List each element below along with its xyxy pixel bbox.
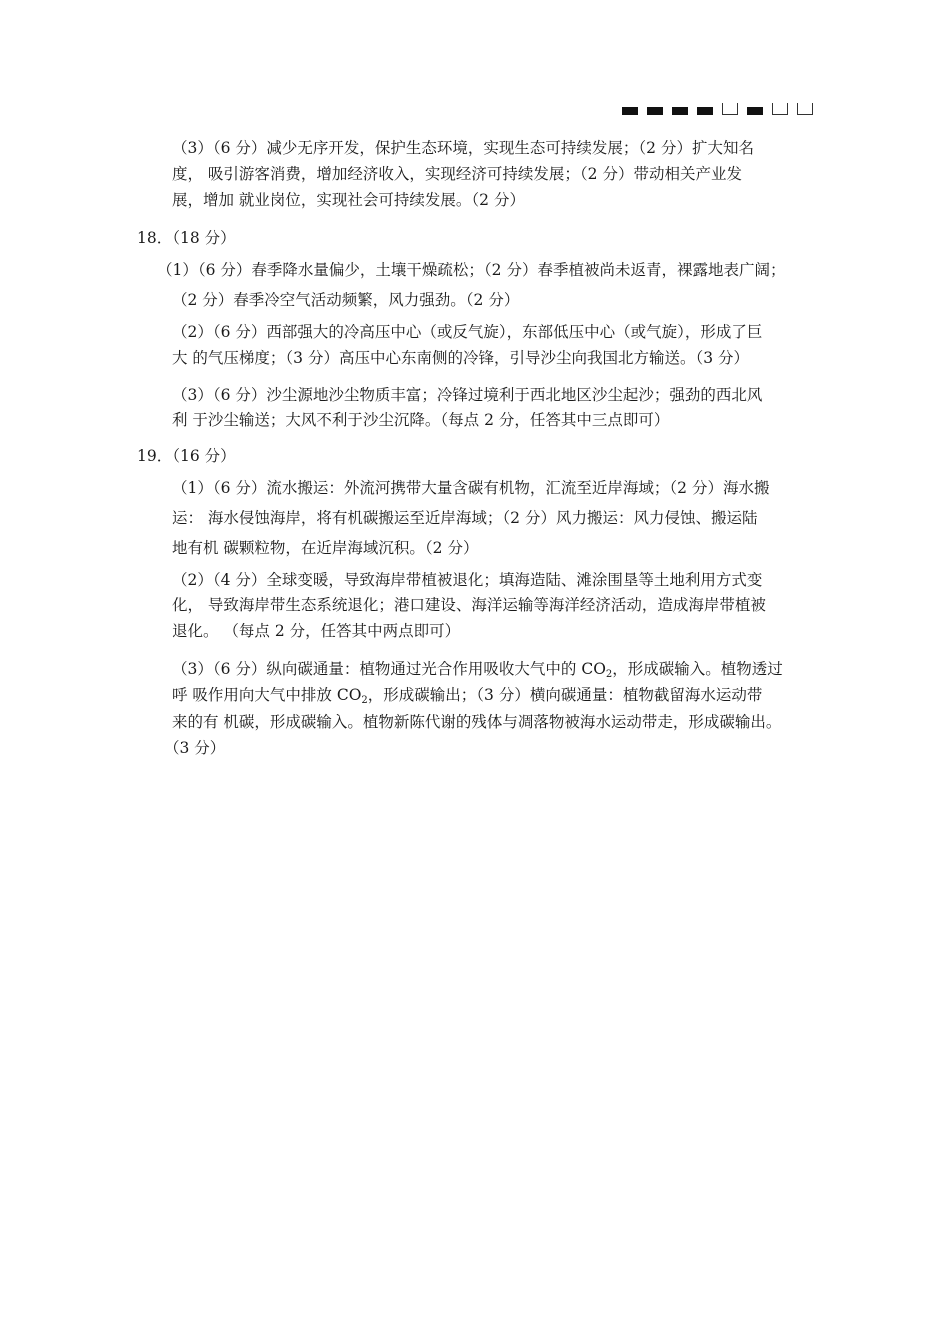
- q17-part3-line2: 度， 吸引游客消费，增加经济收入，实现经济可持续发展；（2 分）带动相关产业发: [172, 165, 742, 183]
- q18-part1-line1: （1）（6 分）春季降水量偏少，土壤干燥疏松；（2 分）春季植被尚未返青，裸露地表广阔；: [157, 261, 786, 279]
- q19-heading: 19．（16 分）: [137, 447, 236, 465]
- q19-part1-line3: 地有机 碳颗粒物，在近岸海域沉积。（2 分）: [172, 539, 479, 557]
- q19-part3-line3: 来的有 机碳，形成碳输入。植物新陈代谢的残体与凋落物被海水运动带走，形成碳输出。: [172, 713, 782, 731]
- q17-part3-line3: 展，增加 就业岗位，实现社会可持续发展。（2 分）: [172, 191, 525, 209]
- header-mark: [647, 107, 663, 115]
- q19-part1-line1: （1）（6 分）流水搬运：外流河携带大量含碳有机物，汇流至近岸海域；（2 分）海水搬: [172, 479, 770, 497]
- q18-part2-line1: （2）（6 分）西部强大的冷高压中心（或反气旋），东部低压中心（或气旋），形成了巨: [172, 323, 763, 341]
- header-mark: [797, 103, 813, 115]
- q19-part3-line2: [172, 688, 762, 704]
- q19-part3-line2-sub: 2: [361, 695, 368, 706]
- q18-part3-line2: 利 于沙尘输送；大风不利于沙尘沉降。（每点 2 分，任答其中三点即可）: [172, 411, 670, 429]
- q19-part2-line3: 退化。 （每点 2 分，任答其中两点即可）: [172, 622, 461, 640]
- q18-heading: 18．（18 分）: [137, 229, 236, 247]
- header-mark: [722, 103, 738, 115]
- q19-part3-line4: （3 分）: [164, 739, 226, 757]
- header-mark: [672, 107, 688, 115]
- header-marks: [622, 103, 813, 115]
- q18-part1-line2: （2 分）春季冷空气活动频繁，风力强劲。（2 分）: [172, 291, 520, 309]
- header-mark: [697, 107, 713, 115]
- q19-part2-line2: 化， 导致海岸带生态系统退化；港口建设、海洋运输等海洋经济活动，造成海岸带植被: [172, 596, 766, 614]
- q19-part3-line1-b: ，形成碳输入。植物透过: [612, 660, 783, 678]
- q19-part3-line1-a: （3）（6 分）纵向碳通量：植物通过光合作用吸收大气中的 CO: [172, 660, 606, 678]
- q19-part2-line1: （2）（4 分）全球变暖，导致海岸带植被退化；填海造陆、滩涂围垦等土地利用方式变: [172, 571, 763, 589]
- header-mark: [772, 103, 788, 115]
- q19-part3-line2-b: ，形成碳输出；（3 分）横向碳通量：植物截留海水运动带: [367, 686, 763, 704]
- q17-part3-line1: （3）（6 分）减少无序开发，保护生态环境，实现生态可持续发展；（2 分）扩大知名: [172, 139, 754, 157]
- q19-part3-line1: [172, 662, 783, 678]
- q19-part3-line2-a: 呼 吸作用向大气中排放 CO: [172, 686, 362, 704]
- q18-part3-line1: （3）（6 分）沙尘源地沙尘物质丰富；冷锋过境利于西北地区沙尘起沙；强劲的西北风: [172, 386, 763, 404]
- q19-part1-line2: 运： 海水侵蚀海岸，将有机碳搬运至近岸海域；（2 分）风力搬运：风力侵蚀、搬运陆: [172, 509, 758, 527]
- q19-part3-line1-sub: 2: [605, 669, 613, 680]
- header-mark: [747, 107, 763, 115]
- q18-part2-line2: 大 的气压梯度；（3 分）高压中心东南侧的冷锋，引导沙尘向我国北方输送。（3 分）: [172, 349, 750, 367]
- header-mark: [622, 107, 638, 115]
